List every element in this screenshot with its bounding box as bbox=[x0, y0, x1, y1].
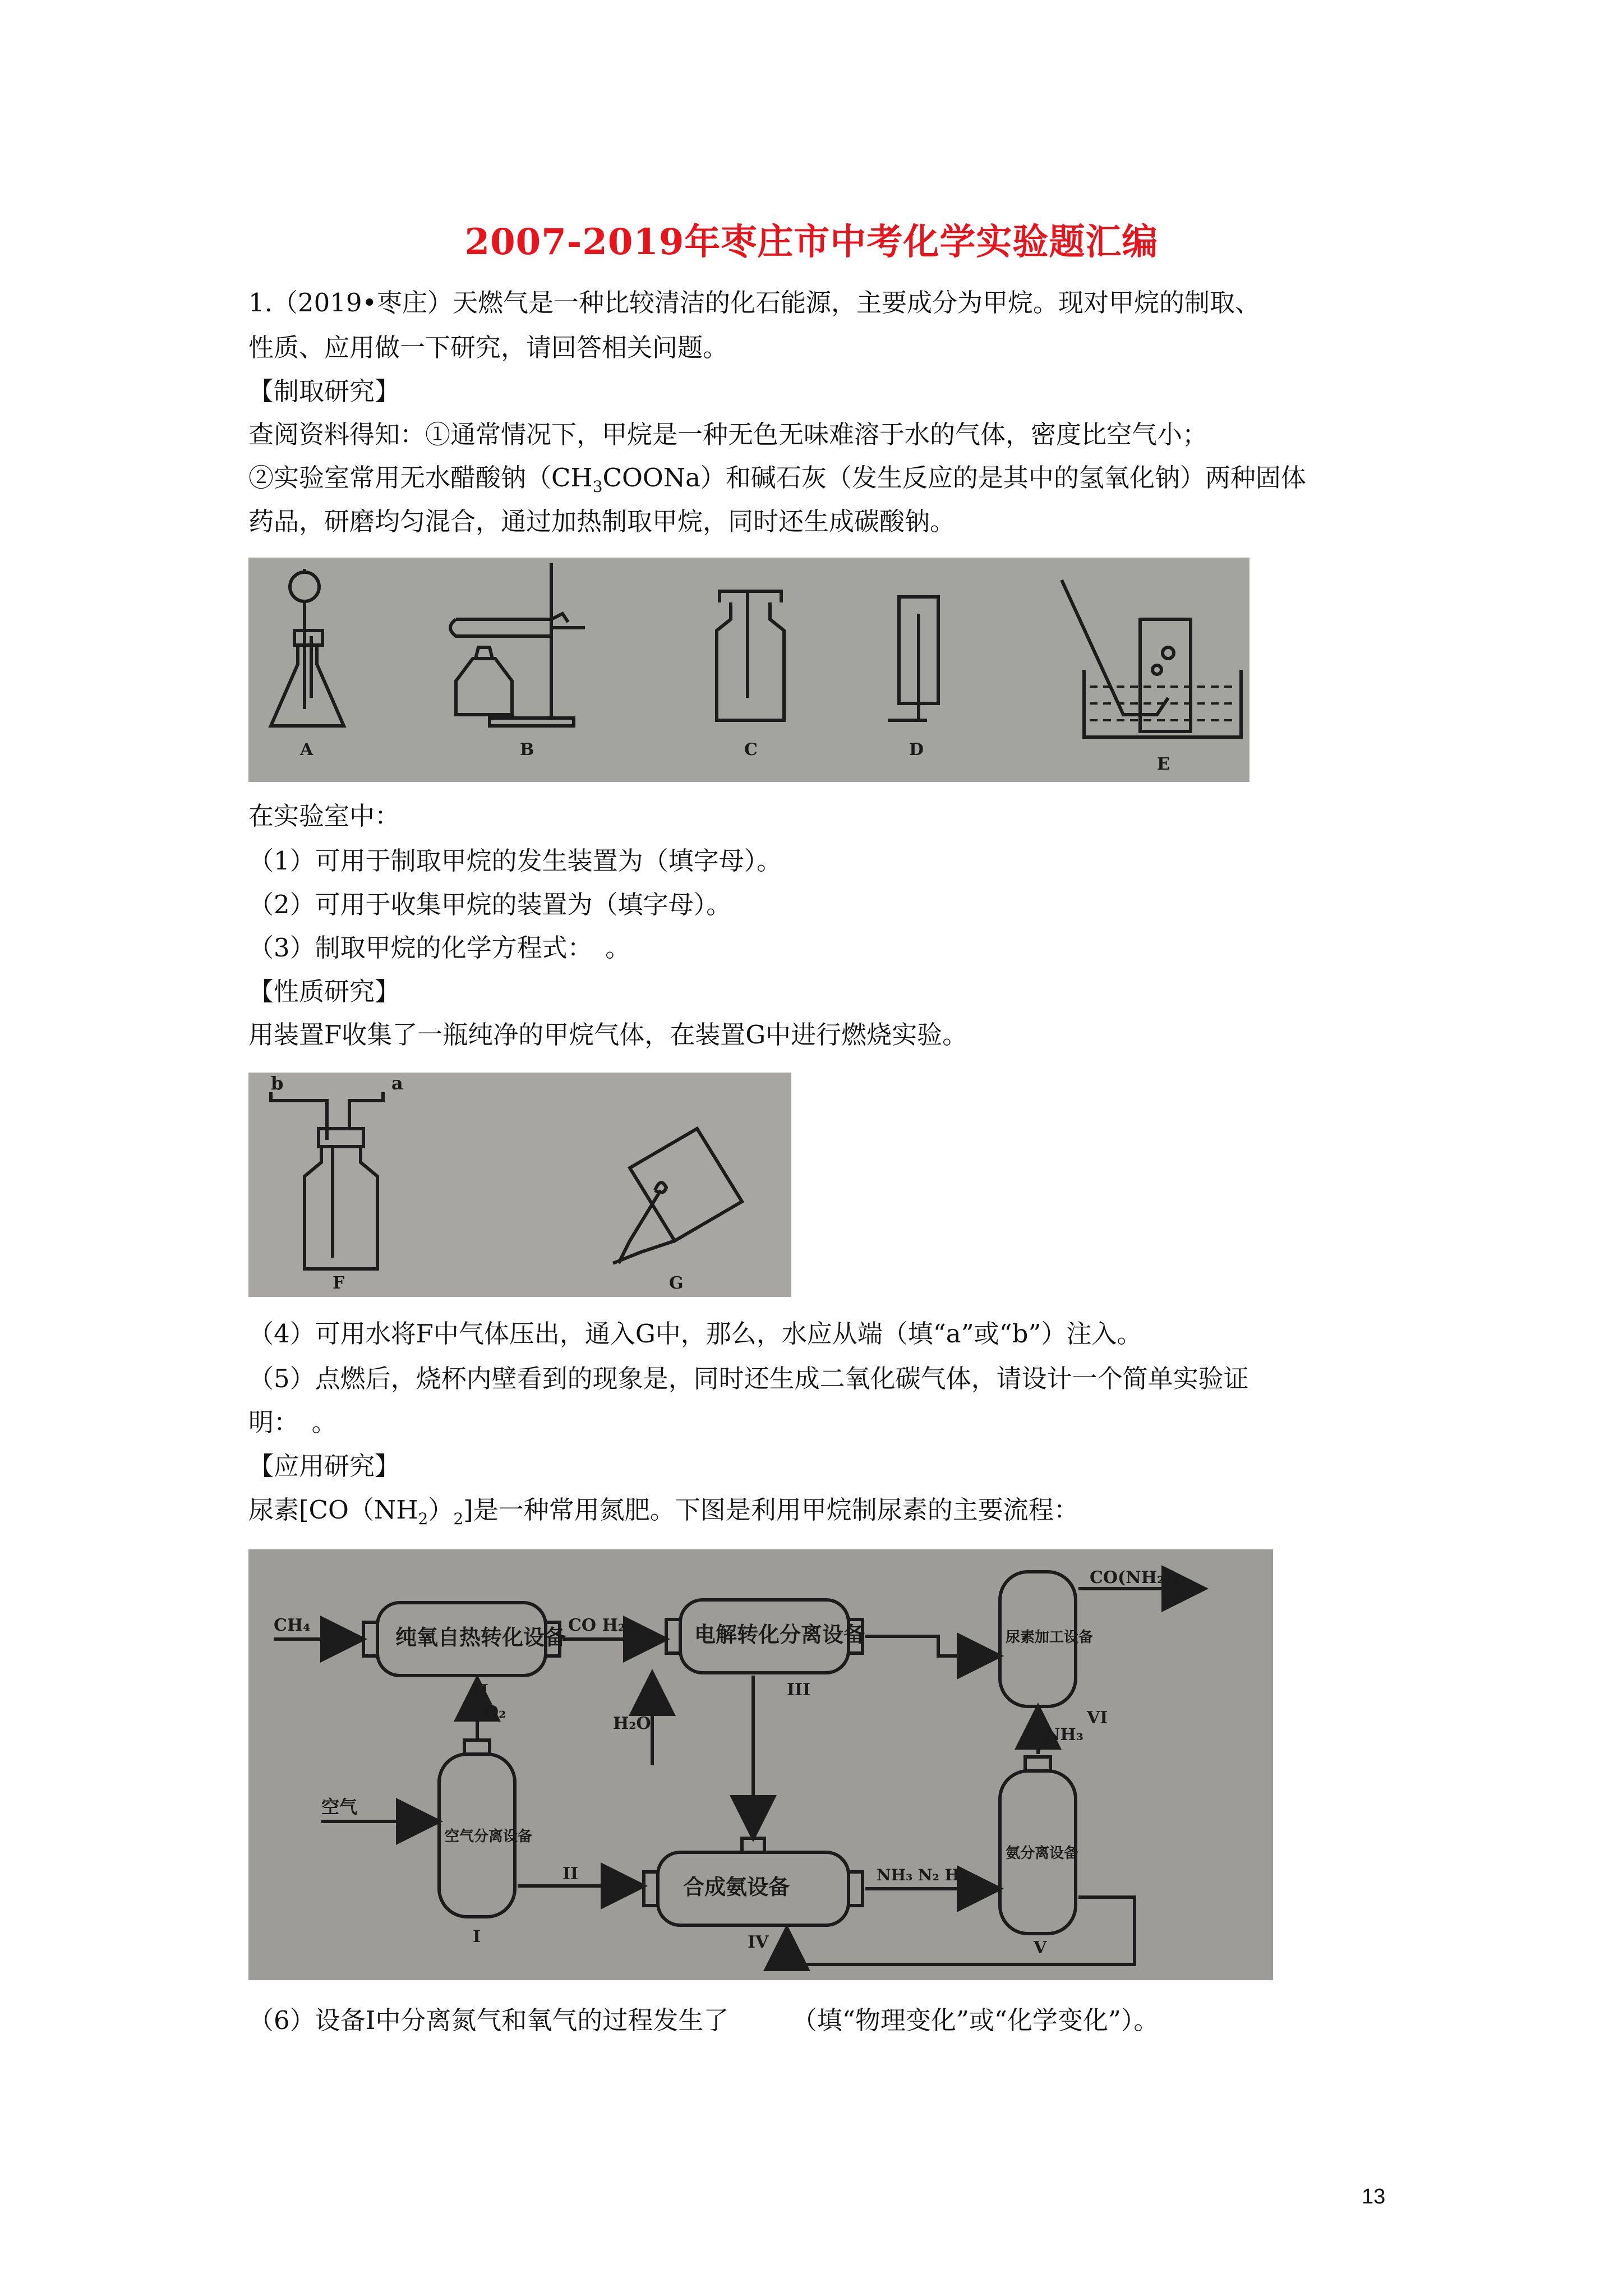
gas-bottle-diagram bbox=[248, 1073, 791, 1297]
device-6-label: 尿素加工设备 bbox=[1006, 1629, 1094, 1646]
device-5-label: 氨分离设备 bbox=[1006, 1845, 1079, 1862]
info-line-1: 查阅资料得知：①通常情况下，甲烷是一种无色无味难溶于水的气体，密度比空气小； bbox=[248, 420, 1208, 449]
label-c: C bbox=[744, 740, 758, 760]
label-e: E bbox=[1157, 754, 1170, 774]
section-heading-prop: 【性质研究】 bbox=[248, 977, 400, 1006]
label-g: G bbox=[669, 1273, 684, 1293]
device-3-label: 电解转化分离设备 bbox=[694, 1622, 865, 1647]
flow-nh3: NH₃ bbox=[1045, 1725, 1083, 1745]
label-a: A bbox=[300, 740, 313, 760]
question-part-5-line-2: 明： 。 bbox=[248, 1407, 337, 1437]
info-line-2: ②实验室常用无水醋酸钠$(CH_3COONa)$和碱石灰（发生反应的是其中的氢氧化钠）两种固体 bbox=[248, 463, 1306, 496]
question-part-6: （6）设备Ⅰ中分离氮气和氧气的过程发生了 （填“物理变化”或“化学变化”）。 bbox=[248, 2005, 1159, 2035]
flow-nh3-n2-h2: NH₃ N₂ H₂ bbox=[877, 1866, 967, 1884]
device-5-numeral: V bbox=[1034, 1938, 1047, 1958]
device-2-label: 纯氧自热转化设备 bbox=[395, 1625, 566, 1650]
question-part-2: （2）可用于收集甲烷的装置为（填字母）。 bbox=[248, 890, 732, 919]
device-6-numeral: VI bbox=[1087, 1708, 1108, 1728]
port-a-label: a bbox=[391, 1073, 403, 1094]
page-number: 13 bbox=[1362, 2185, 1386, 2208]
process-flow-diagram bbox=[248, 1549, 1273, 1980]
port-b-label: b bbox=[271, 1073, 284, 1094]
label-f: F bbox=[333, 1273, 345, 1293]
device-4-label: 合成氨设备 bbox=[683, 1874, 790, 1899]
question-part-1: （1）可用于制取甲烷的发生装置为（填字母）。 bbox=[248, 846, 782, 876]
application-text: 尿素$[CO(NH_2)_2]$是一种常用氮肥。下图是利用甲烷制尿素的主要流程： bbox=[248, 1495, 1079, 1528]
section-heading-app: 【应用研究】 bbox=[248, 1451, 400, 1481]
info-line-3: 药品，研磨均匀混合，通过加热制取甲烷，同时还生成碳酸钠。 bbox=[248, 507, 956, 536]
label-b: B bbox=[520, 740, 534, 760]
in-lab-line: 在实验室中： bbox=[248, 801, 400, 831]
flow-co-h2: CO H₂ bbox=[568, 1616, 625, 1635]
question-intro-line-2: 性质、应用做一下研究，请回答相关问题。 bbox=[248, 333, 728, 362]
question-part-3: （3）制取甲烷的化学方程式： 。 bbox=[248, 933, 631, 963]
urea-process-flow-figure bbox=[248, 1549, 1273, 1980]
question-intro-line-1: 1.（2019•枣庄）天燃气是一种比较清洁的化石能源，主要成分为甲烷。现对甲烷的制取、 bbox=[248, 288, 1261, 318]
flow-ch4: CH₄ bbox=[274, 1616, 311, 1635]
apparatus-figure-a-e bbox=[248, 558, 1249, 782]
flow-o2: O₂ bbox=[484, 1703, 506, 1722]
device-3-numeral: III bbox=[787, 1680, 811, 1700]
flow-product: CO(NH₂)₂ bbox=[1090, 1568, 1180, 1588]
apparatus-diagram bbox=[248, 558, 1249, 782]
section-heading-prep: 【制取研究】 bbox=[248, 376, 400, 406]
question-part-5-line-1: （5）点燃后，烧杯内壁看到的现象是，同时还生成二氧化碳气体，请设计一个简单实验证 bbox=[248, 1364, 1249, 1393]
property-text: 用装置F收集了一瓶纯净的甲烷气体，在装置G中进行燃烧实验。 bbox=[248, 1020, 968, 1050]
flow-air: 空气 bbox=[321, 1796, 358, 1818]
device-4-numeral: IV bbox=[748, 1932, 769, 1952]
device-1-numeral: I bbox=[473, 1927, 481, 1947]
apparatus-figure-f-g bbox=[248, 1073, 791, 1297]
flow-h2o: H₂O bbox=[613, 1714, 651, 1733]
flow-n2: II bbox=[562, 1864, 579, 1884]
device-2-numeral: II bbox=[473, 1681, 489, 1701]
device-1-label: 空气分离设备 bbox=[445, 1828, 533, 1845]
question-part-4: （4）可用水将F中气体压出，通入G中，那么，水应从端（填“a”或“b”）注入。 bbox=[248, 1319, 1142, 1349]
label-d: D bbox=[909, 740, 924, 760]
page-title: 2007-2019年枣庄市中考化学实验题汇编 bbox=[464, 221, 1159, 263]
